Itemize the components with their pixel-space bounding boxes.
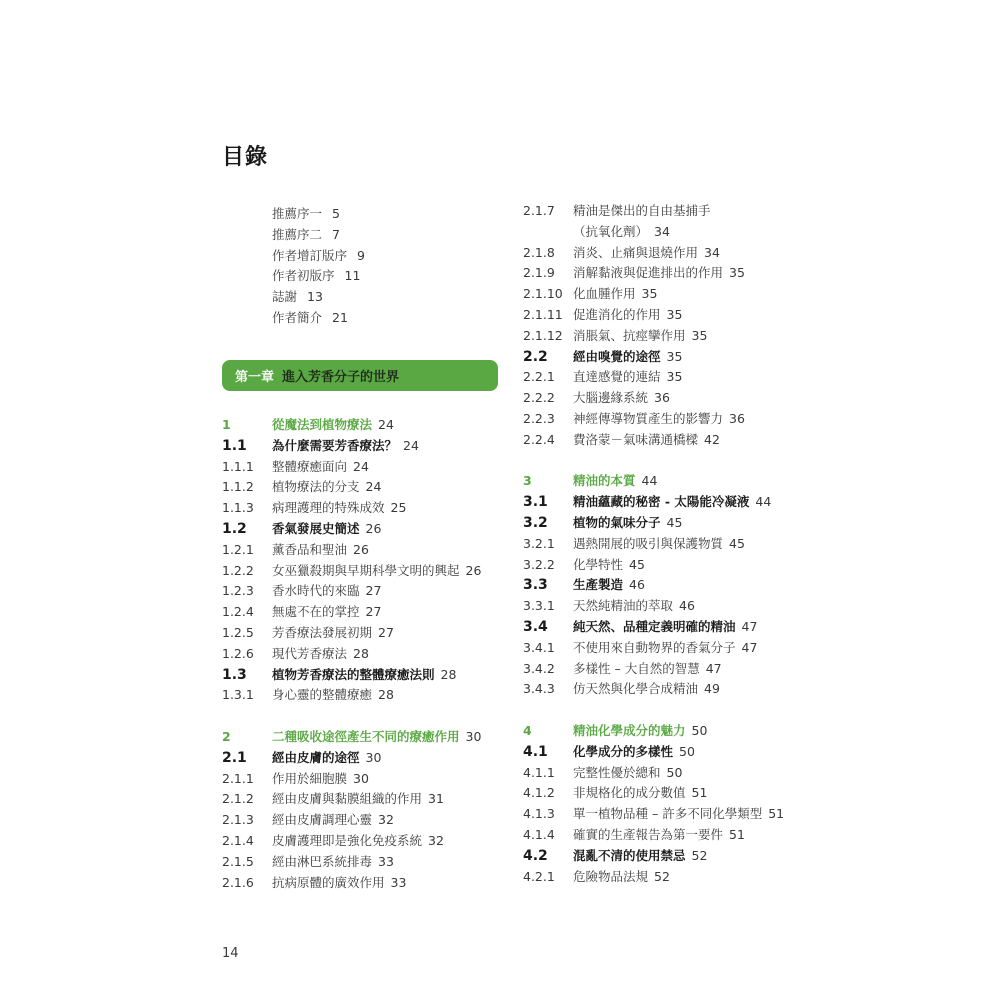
page-ref: 11 — [344, 268, 361, 284]
entry-number: 3.4.2 — [523, 660, 555, 676]
toc-entry[interactable] — [523, 659, 813, 680]
page-ref: 42 — [704, 431, 720, 447]
toc-left-column — [222, 415, 512, 893]
toc-entry[interactable] — [272, 308, 365, 329]
toc-entry[interactable] — [222, 477, 512, 498]
page-ref: 45 — [729, 535, 745, 551]
entry-text: 化學特性 — [573, 556, 624, 572]
page-ref: 45 — [629, 556, 645, 572]
entry-text: 植物芳香療法的整體療癒法則 — [272, 666, 435, 682]
entry-title — [573, 284, 657, 305]
page-ref: 26 — [353, 541, 369, 557]
entry-title — [272, 415, 394, 436]
toc-entry[interactable] — [222, 644, 512, 665]
entry-number: 3.4.1 — [523, 639, 555, 655]
entry-number: 3.2.1 — [523, 535, 555, 551]
toc-entry[interactable] — [523, 534, 813, 555]
toc-entry[interactable] — [222, 436, 512, 457]
entry-text: 仿天然與化學合成精油 — [573, 681, 699, 697]
page-ref: 50 — [679, 743, 695, 759]
entry-title — [272, 581, 381, 602]
entry-number: 1.1.3 — [222, 500, 254, 516]
entry-title — [272, 436, 419, 457]
entry-text: 薰香品和聖油 — [272, 541, 348, 557]
entry-text: 完整性優於總和 — [573, 764, 661, 780]
entry-text: 混亂不清的使用禁忌 — [573, 847, 686, 863]
entry-number: 3.1 — [523, 494, 548, 511]
page-ref: 33 — [390, 874, 407, 890]
entry-number: 2.2.4 — [523, 431, 555, 447]
section-gap — [523, 700, 813, 721]
entry-title — [573, 638, 757, 659]
toc-entry[interactable] — [222, 789, 512, 810]
entry-text: 經由淋巴系統排毒 — [272, 853, 373, 869]
page-ref: 26 — [365, 520, 382, 536]
entry-title — [272, 810, 394, 831]
toc-entry[interactable] — [272, 266, 365, 287]
page-ref: 30 — [465, 728, 482, 744]
entry-title — [573, 783, 707, 804]
page-title: 目錄 — [222, 145, 269, 170]
entry-text: 女巫獵殺期與早期科學文明的興起 — [272, 562, 460, 578]
entry-text: 純天然、品種定義明確的精油 — [573, 618, 736, 634]
entry-text: 推薦序二 — [272, 226, 323, 242]
page-ref: 13 — [307, 289, 323, 305]
entry-number: 1 — [222, 417, 231, 432]
entry-number: 2.2.1 — [523, 369, 555, 385]
entry-title — [573, 222, 670, 243]
entry-number: 3.2 — [523, 514, 548, 531]
page-ref: 49 — [704, 681, 720, 697]
entry-title — [573, 721, 707, 742]
entry-text: 經由皮膚調理心靈 — [272, 812, 373, 828]
entry-number: 2.1.4 — [222, 832, 254, 848]
page-ref: 35 — [641, 286, 658, 302]
page-ref: 51 — [691, 785, 708, 801]
page-ref: 28 — [378, 687, 394, 703]
chapter-banner — [222, 360, 498, 391]
page-ref: 36 — [729, 410, 745, 426]
page-ref: 35 — [666, 369, 683, 385]
toc-entry[interactable] — [222, 519, 512, 540]
entry-title — [272, 498, 406, 519]
page-ref: 47 — [705, 660, 722, 676]
entry-text: 經由嗅覺的途徑 — [573, 348, 661, 364]
toc-entry[interactable] — [222, 540, 512, 561]
page-ref: 35 — [666, 348, 683, 364]
entry-number: 4.1.4 — [523, 826, 555, 842]
entry-number: 4.1.1 — [523, 764, 555, 780]
entry-title — [573, 659, 722, 680]
page-ref: 47 — [741, 618, 758, 634]
page-ref: 46 — [679, 598, 695, 614]
entry-text: 生產製造 — [573, 577, 624, 593]
entry-title — [272, 852, 394, 873]
entry-title — [272, 789, 444, 810]
toc-section[interactable] — [523, 721, 813, 742]
entry-number: 2.1.1 — [222, 770, 254, 786]
toc-entry[interactable] — [523, 575, 813, 596]
page-ref: 24 — [353, 458, 369, 474]
entry-text: 誌謝 — [272, 289, 298, 305]
entry-number: 1.2.5 — [222, 624, 254, 640]
toc-entry[interactable] — [222, 665, 512, 686]
page-ref: 27 — [365, 604, 382, 620]
entry-text: 精油的本質 — [573, 473, 636, 489]
entry-title — [272, 873, 406, 894]
entry-title — [272, 540, 369, 561]
toc-entry[interactable] — [523, 492, 813, 513]
toc-entry[interactable] — [272, 204, 365, 225]
toc-entry[interactable] — [523, 679, 813, 700]
toc-entry[interactable] — [222, 748, 512, 769]
entry-text: 直達感覺的連結 — [573, 369, 661, 385]
toc-entry[interactable] — [523, 825, 813, 846]
page-ref: 30 — [365, 749, 382, 765]
page-ref: 34 — [654, 223, 670, 239]
entry-text: 確實的生產報告為第一要件 — [573, 826, 724, 842]
entry-text: 經由皮膚與黏膜組織的作用 — [272, 791, 423, 807]
entry-title — [573, 596, 695, 617]
entry-title — [573, 555, 645, 576]
entry-number: 1.1 — [222, 437, 247, 454]
entry-number: 2.1.6 — [222, 874, 254, 890]
entry-text: 抗病原體的廣效作用 — [272, 874, 385, 890]
entry-title — [573, 825, 745, 846]
entry-title — [573, 575, 645, 596]
toc-entry[interactable] — [222, 831, 512, 852]
entry-text: 作者增訂版序 — [272, 247, 348, 263]
entry-title — [272, 727, 481, 748]
entry-number: 3.3.1 — [523, 598, 555, 614]
toc-entry[interactable] — [222, 769, 512, 790]
entry-number: 2.1.2 — [222, 791, 254, 807]
toc-entry[interactable] — [523, 305, 813, 326]
toc-entry[interactable] — [523, 555, 813, 576]
toc-entry[interactable] — [523, 222, 813, 243]
entry-title — [272, 477, 381, 498]
toc-entry[interactable] — [222, 457, 512, 478]
page-number: 14 — [222, 946, 239, 961]
page-ref: 33 — [378, 853, 394, 869]
toc-entry[interactable] — [523, 596, 813, 617]
page-ref: 34 — [704, 244, 720, 260]
entry-number: 1.3 — [222, 666, 247, 683]
entry-number: 2.2.3 — [523, 410, 555, 426]
page-ref: 24 — [365, 479, 382, 495]
entry-title — [573, 409, 745, 430]
page-ref: 24 — [403, 437, 419, 453]
page-ref: 28 — [440, 666, 457, 682]
toc-entry[interactable] — [523, 326, 813, 347]
entry-title — [573, 388, 670, 409]
page-ref: 45 — [666, 514, 683, 530]
entry-number: 2.1.9 — [523, 265, 555, 281]
entry-title — [573, 492, 771, 513]
entry-text: 病理護理的特殊成效 — [272, 500, 385, 516]
entry-text: 為什麼需要芳香療法？ — [272, 437, 398, 453]
toc-section[interactable] — [523, 471, 813, 492]
page-ref: 47 — [741, 639, 758, 655]
entry-text: 單一植物品種 – 許多不同化學類型 — [573, 806, 763, 822]
entry-title — [573, 471, 657, 492]
entry-title — [272, 457, 369, 478]
entry-text: 推薦序一 — [272, 206, 323, 221]
entry-title — [573, 742, 695, 763]
page-ref: 51 — [768, 806, 785, 822]
toc-entry[interactable] — [523, 617, 813, 638]
entry-number: 1.3.1 — [222, 687, 254, 703]
page-ref: 25 — [390, 500, 407, 516]
entry-title — [573, 763, 682, 784]
entry-number: 1.2.4 — [222, 604, 254, 620]
entry-number: 2.1.10 — [523, 286, 563, 302]
page-ref: 46 — [629, 577, 645, 593]
entry-text: 天然純精油的萃取 — [573, 598, 674, 614]
entry-text: 消炎、止痛與退燒作用 — [573, 244, 699, 260]
entry-number: 2.1.3 — [222, 812, 254, 828]
page-ref: 27 — [365, 583, 382, 599]
entry-number: 2.1.7 — [523, 203, 555, 218]
entry-text: 皮膚護理即是強化免疫系統 — [272, 832, 423, 848]
page-ref: 9 — [357, 247, 365, 263]
entry-text: 精油蘊藏的秘密 - 太陽能冷凝液 — [573, 494, 750, 510]
entry-title — [573, 347, 682, 368]
entry-number: 1.1.2 — [222, 479, 254, 495]
page-ref: 31 — [428, 791, 444, 807]
toc-entry[interactable] — [272, 287, 365, 308]
toc-entry[interactable] — [523, 409, 813, 430]
toc-entry[interactable] — [523, 430, 813, 451]
entry-title — [573, 804, 784, 825]
toc-right-column — [523, 201, 813, 887]
page-ref: 32 — [428, 832, 444, 848]
page-ref: 52 — [691, 847, 708, 863]
entry-text: 精油是傑出的自由基捕手 — [573, 203, 711, 218]
entry-number: 2.1.5 — [222, 853, 254, 869]
toc-entry[interactable] — [523, 388, 813, 409]
entry-text: 植物療法的分支 — [272, 479, 360, 495]
toc-entry[interactable] — [272, 246, 365, 267]
toc-entry[interactable] — [523, 846, 813, 867]
entry-text: 化血腫作用 — [573, 286, 636, 302]
entry-text: 植物的氣味分子 — [573, 514, 661, 530]
entry-title — [573, 263, 745, 284]
entry-number: 4.2 — [523, 847, 548, 864]
toc-section[interactable] — [222, 727, 512, 748]
entry-title — [573, 513, 682, 534]
page-ref: 44 — [755, 494, 772, 510]
entry-number: 4.1.3 — [523, 806, 555, 822]
entry-number: 1.2.6 — [222, 645, 254, 661]
toc-entry[interactable] — [222, 852, 512, 873]
toc-entry[interactable] — [523, 284, 813, 305]
toc-entry[interactable] — [523, 742, 813, 763]
entry-text: 香氣發展史簡述 — [272, 520, 360, 536]
toc-section[interactable] — [222, 415, 512, 436]
entry-number: 4.1 — [523, 743, 548, 760]
toc-entry[interactable] — [523, 763, 813, 784]
entry-text: 非規格化的成分數值 — [573, 785, 686, 801]
entry-number: 4.2.1 — [523, 868, 555, 884]
chapter-title: 進入芳香分子的世界 — [282, 370, 400, 385]
entry-title — [573, 430, 720, 451]
entry-text: 香水時代的來臨 — [272, 583, 360, 599]
toc-entry[interactable] — [222, 685, 512, 706]
toc-entry[interactable] — [222, 602, 512, 623]
section-gap — [523, 451, 813, 472]
page-ref: 44 — [641, 473, 658, 489]
toc-entry[interactable] — [222, 873, 512, 894]
toc-entry[interactable] — [523, 367, 813, 388]
entry-title — [272, 561, 481, 582]
entry-number: 4 — [523, 722, 532, 738]
entry-number: 1.2.1 — [222, 541, 254, 557]
entry-title — [573, 679, 720, 700]
entry-title — [573, 305, 682, 326]
toc-entry[interactable] — [222, 581, 512, 602]
page-ref: 50 — [691, 722, 708, 738]
toc-entry[interactable] — [523, 347, 813, 368]
toc-entry[interactable] — [523, 783, 813, 804]
toc-entry[interactable] — [523, 243, 813, 264]
entry-text: 危險物品法規 — [573, 868, 649, 884]
entry-text: 消解黏液與促進排出的作用 — [573, 265, 724, 281]
entry-number: 2 — [222, 728, 231, 744]
entry-number: 3.2.2 — [523, 556, 555, 572]
entry-title — [272, 665, 456, 686]
entry-number: 2.2 — [523, 348, 548, 365]
entry-number: 1.2 — [222, 520, 247, 537]
entry-text: 精油化學成分的魅力 — [573, 722, 686, 738]
entry-title — [573, 846, 707, 867]
entry-text: 大腦邊緣系統 — [573, 390, 649, 406]
entry-title — [272, 748, 381, 769]
page-ref: 28 — [353, 645, 369, 661]
toc-entry[interactable] — [523, 867, 813, 888]
page-ref: 26 — [465, 562, 482, 578]
entry-title — [573, 867, 670, 888]
entry-title — [272, 644, 369, 665]
page-ref: 52 — [654, 868, 670, 884]
entry-title — [573, 617, 757, 638]
entry-number: 2.1.11 — [523, 306, 563, 322]
entry-text: 化學成分的多樣性 — [573, 743, 674, 759]
entry-text: 作者初版序 — [272, 268, 335, 284]
entry-text: 從魔法到植物療法 — [272, 417, 373, 432]
page-ref: 32 — [378, 812, 394, 828]
page-ref: 21 — [332, 309, 348, 325]
entry-text: 芳香療法發展初期 — [272, 624, 373, 640]
entry-text: 費洛蒙－氣味溝通橋樑 — [573, 431, 699, 447]
preface-list — [272, 204, 365, 329]
toc-entry[interactable] — [523, 201, 813, 222]
page-ref: 27 — [378, 624, 394, 640]
entry-text: 作用於細胞膜 — [272, 770, 348, 786]
chapter-label: 第一章 — [235, 370, 275, 385]
entry-text: 現代芳香療法 — [272, 645, 348, 661]
entry-number: 3.4 — [523, 618, 548, 635]
entry-number: 2.1 — [222, 749, 247, 766]
section-gap — [222, 706, 512, 727]
entry-text: 整體療癒面向 — [272, 458, 348, 474]
entry-title — [573, 367, 682, 388]
entry-text: 神經傳導物質產生的影響力 — [573, 410, 724, 426]
entry-text: 無處不在的掌控 — [272, 604, 360, 620]
entry-title — [573, 326, 707, 347]
page-ref: 5 — [332, 206, 340, 221]
toc-entry[interactable] — [222, 623, 512, 644]
toc-entry[interactable] — [272, 225, 365, 246]
entry-title — [272, 769, 369, 790]
page-ref: 35 — [729, 265, 745, 281]
page-ref: 24 — [378, 417, 394, 432]
entry-text: 作者簡介 — [272, 309, 323, 325]
entry-number: 3 — [523, 473, 532, 489]
toc-entry[interactable] — [523, 638, 813, 659]
toc-entry[interactable] — [222, 561, 512, 582]
entry-number: 2.2.2 — [523, 390, 555, 406]
toc-entry[interactable] — [523, 513, 813, 534]
entry-text: 消脹氣、抗痙攣作用 — [573, 327, 686, 343]
entry-text: 身心靈的整體療癒 — [272, 687, 373, 703]
toc-entry[interactable] — [222, 810, 512, 831]
entry-text: （抗氧化劑） — [573, 223, 649, 239]
entry-text: 促進消化的作用 — [573, 306, 661, 322]
entry-title — [272, 831, 444, 852]
page-ref: 7 — [332, 226, 340, 242]
entry-title — [272, 602, 381, 623]
page-ref: 35 — [691, 327, 708, 343]
entry-title — [272, 623, 394, 644]
entry-title — [573, 201, 717, 222]
entry-title — [573, 243, 720, 264]
entry-number: 1.1.1 — [222, 458, 254, 474]
entry-number: 1.2.2 — [222, 562, 254, 578]
entry-title — [272, 519, 381, 540]
toc-entry[interactable] — [523, 804, 813, 825]
entry-text: 遇熱開展的吸引與保護物質 — [573, 535, 724, 551]
page-ref: 35 — [666, 306, 683, 322]
entry-number: 3.4.3 — [523, 681, 555, 697]
entry-number: 1.2.3 — [222, 583, 254, 599]
page-ref: 36 — [654, 390, 670, 406]
entry-title — [573, 534, 745, 555]
entry-text: 經由皮膚的途徑 — [272, 749, 360, 765]
page-ref: 51 — [729, 826, 745, 842]
entry-number: 3.3 — [523, 577, 548, 594]
toc-entry[interactable] — [523, 263, 813, 284]
entry-text: 多樣性 – 大自然的智慧 — [573, 660, 700, 676]
entry-text: 二種吸收途徑產生不同的療癒作用 — [272, 728, 460, 744]
page-ref: 30 — [353, 770, 369, 786]
page-ref: 50 — [666, 764, 683, 780]
entry-number: 2.1.8 — [523, 244, 555, 260]
toc-entry[interactable] — [222, 498, 512, 519]
entry-number: 2.1.12 — [523, 327, 563, 343]
entry-title — [272, 685, 394, 706]
entry-number: 4.1.2 — [523, 785, 555, 801]
entry-text: 不使用來自動物界的香氣分子 — [573, 639, 736, 655]
